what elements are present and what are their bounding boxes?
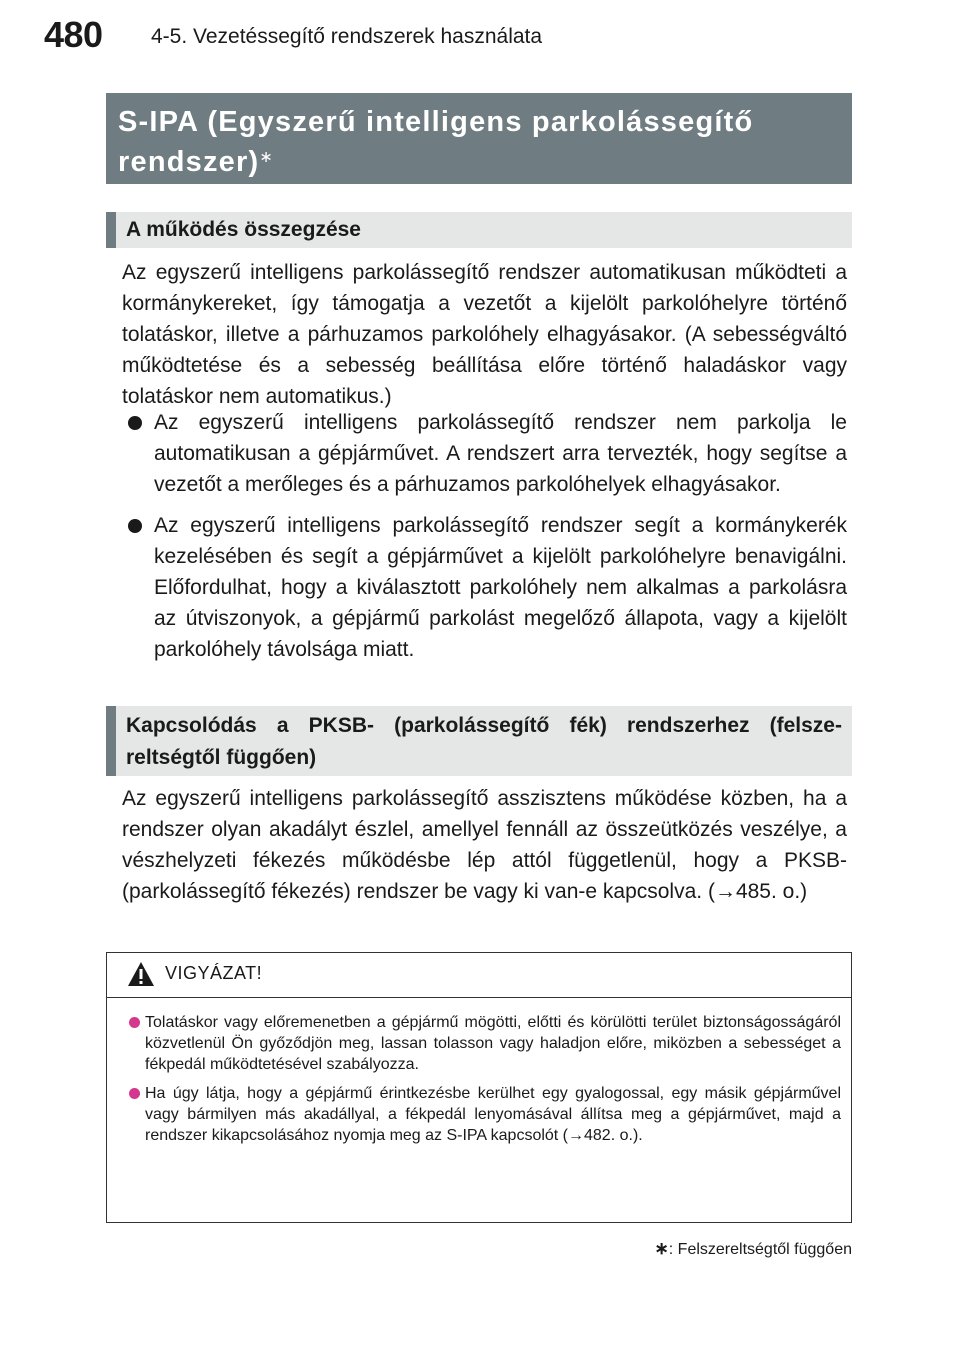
footnote	[655, 1239, 852, 1259]
section1-paragraph: Az egyszerű intelligens parkolássegítő rendszer automatikusan működteti a kormánykereket, így támogatja a vezetőt a kijelölt parkolóhelyre történő tolatáskor, illetve a párhuzamos parkolóhely elhagyásakor. (A sebességváltó működtetése és a sebesség beállítása előre történő haladáskor vagy tolatáskor nem automatikus.)	[122, 261, 847, 408]
list-item	[122, 510, 847, 665]
footnote-text: : Felszereltségtől függően	[668, 1241, 852, 1258]
list-item	[122, 407, 847, 500]
caution-text: Ha úgy látja, hogy a gépjármű érintkezésbe kerülhet egy gyalogossal, egy másik gépjárművel vagy bármilyen más akadállyal, a fékpedál lenyomásával állítsa meg a gépjárművet, majd a rendszer kikapcsolásához nyomja meg az S-IPA kapcsolót (→482. o.).	[145, 1085, 841, 1144]
list-item	[129, 1012, 841, 1075]
page-number: 480	[44, 14, 103, 55]
bullet-icon	[128, 416, 142, 430]
footnote-mark: ∗	[654, 1239, 669, 1258]
caution-text: Tolatáskor vagy előremenetben a gépjármű mögötti, előtti és körülötti terület biztonságosságáról közvetlenül Ön győződjön meg, lassan tolasson vagy haladjon előre, miközben a sebességet a fékpedál működtetésével szabályozza.	[145, 1014, 841, 1073]
caution-box	[106, 952, 852, 1223]
bullet-icon	[128, 519, 142, 533]
section1-bullet-list	[122, 407, 847, 675]
bullet-icon	[129, 1088, 140, 1099]
caution-header	[107, 953, 851, 998]
bullet-text: Az egyszerű intelligens parkolássegítő rendszer segít a kormánykerék kezelésében és segít a gépjárművet a kijelölt parkolóhelyre benavigálni. Előfordulhat, hogy a kiválasztott parkolóhely nem alkalmas a parkolásra az útviszonyok, a gépjármű parkolást megelőző állapota, vagy a kijelölt parkolóhely távolsága miatt.	[154, 514, 847, 661]
section2-paragraph: Az egyszerű intelligens parkolássegítő asszisztens működése közben, ha a rendszer olyan akadályt észlel, amellyel fennáll az összeütközés veszélye, a vészhelyzeti fékezés működésbe lép attól függetlenül, hogy a PKSB- (parkolássegítő fékezés) rendszer be vagy ki van-e kapcsolva. (→485. o.)	[122, 787, 847, 903]
section-heading-summary: A működés összegzése	[106, 212, 852, 248]
page-title-text: S-IPA (Egyszerű intelligens parkolássegítő rendszer)	[118, 106, 754, 178]
page-title	[106, 93, 852, 184]
warning-triangle-icon	[127, 961, 155, 992]
section-heading-pksb: Kapcsolódás a PKSB- (parkolássegítő fék) rendszerhez (felszereltségtől függően)	[106, 706, 852, 776]
bullet-text: Az egyszerű intelligens parkolássegítő rendszer nem parkolja le automatikusan a gépjárművet. A rendszert arra tervezték, hogy segítse a vezetőt a merőleges és a párhuzamos parkolóhelyek elhagyásakor.	[154, 411, 847, 496]
title-footnote-mark: ∗	[259, 149, 274, 166]
running-head: 4-5. Vezetéssegítő rendszerek használata	[151, 25, 543, 48]
caution-label: VIGYÁZAT!	[165, 963, 263, 983]
list-item	[129, 1083, 841, 1146]
caution-list	[107, 998, 851, 1146]
bullet-icon	[129, 1017, 140, 1028]
